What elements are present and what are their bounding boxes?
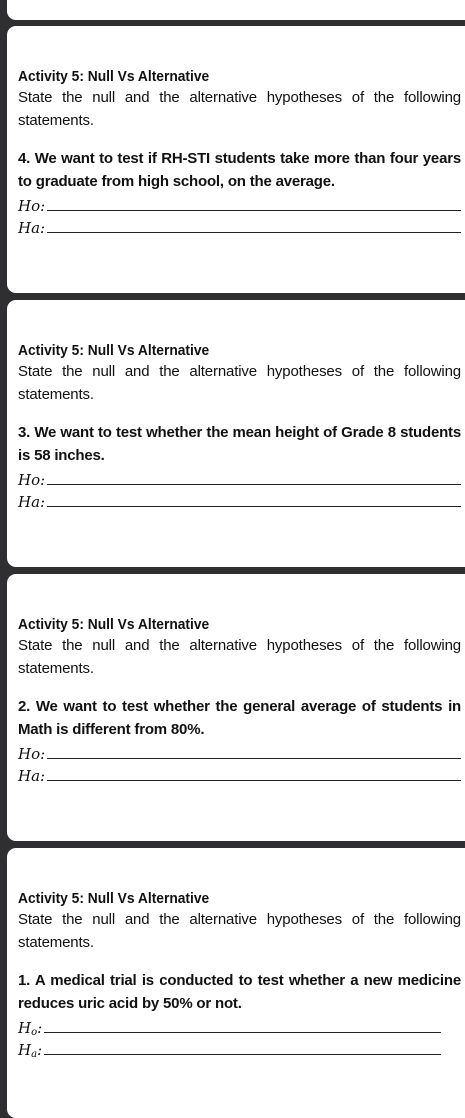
alternative-hypothesis-line[interactable] [18,489,461,511]
alternative-hypothesis-blank[interactable] [47,232,461,233]
alternative-hypothesis-line[interactable] [18,215,461,237]
activity-card-q2 [7,574,465,841]
activity-card-q3 [7,300,465,567]
alternative-hypothesis-label: Ha: [18,493,46,511]
activity-title: Activity 5: Null Vs Alternative [18,890,210,907]
card-content [18,616,461,785]
card-content [18,342,461,511]
activity-instruction: State the null and the alternative hypotheses of the following statements. [18,637,461,677]
null-hypothesis-line[interactable] [18,467,461,489]
null-hypothesis-label-main: H [18,1019,32,1037]
alternative-hypothesis-blank[interactable] [47,780,461,781]
card-content [18,890,461,1059]
null-hypothesis-line[interactable] [18,1015,461,1037]
alternative-hypothesis-label: Ha: [18,219,46,237]
alternative-hypothesis-line[interactable] [18,763,461,785]
null-hypothesis-label: Ho: [18,471,46,489]
question-text: 3. We want to test whether the mean height of Grade 8 students is 58 inches. [18,424,461,464]
null-hypothesis-blank[interactable] [47,484,461,485]
activity-card-q4 [7,26,465,293]
card-content [18,68,461,237]
null-hypothesis-label: Ho: [18,745,46,763]
alternative-hypothesis-label-main: H [18,1041,32,1059]
null-hypothesis-label: Ho: [18,197,46,215]
activity-instruction: State the null and the alternative hypotheses of the following statements. [18,89,461,129]
activity-instruction: State the null and the alternative hypotheses of the following statements. [18,911,461,951]
activity-instruction: State the null and the alternative hypotheses of the following statements. [18,363,461,403]
activity-title: Activity 5: Null Vs Alternative [18,68,210,85]
alternative-hypothesis-blank[interactable] [47,506,461,507]
activity-card-q1 [7,848,465,1118]
question-text: 1. A medical trial is conducted to test whether a new medicine reduces uric acid by 50% or not. [18,972,461,1012]
activity-title: Activity 5: Null Vs Alternative [18,616,210,633]
null-hypothesis-label: $H_o$: [18,1019,43,1038]
alternative-hypothesis-label: $H_a$: [18,1041,43,1060]
null-hypothesis-blank[interactable] [47,210,461,211]
null-hypothesis-line[interactable] [18,741,461,763]
null-hypothesis-label-subscript: o [31,1027,38,1038]
null-hypothesis-blank[interactable] [44,1032,441,1033]
alternative-hypothesis-label-subscript: a [31,1049,38,1060]
question-text: 4. We want to test if RH-STI students take more than four years to graduate from high school, on the average. [18,150,461,190]
question-text: 2. We want to test whether the general average of students in Math is different from 80%. [18,698,461,738]
null-hypothesis-blank[interactable] [47,758,461,759]
alternative-hypothesis-line[interactable] [18,1037,461,1059]
activity-title: Activity 5: Null Vs Alternative [18,342,210,359]
null-hypothesis-line[interactable] [18,193,461,215]
alternative-hypothesis-blank[interactable] [44,1054,441,1055]
alternative-hypothesis-label: Ha: [18,767,46,785]
previous-card-edge [7,0,465,20]
